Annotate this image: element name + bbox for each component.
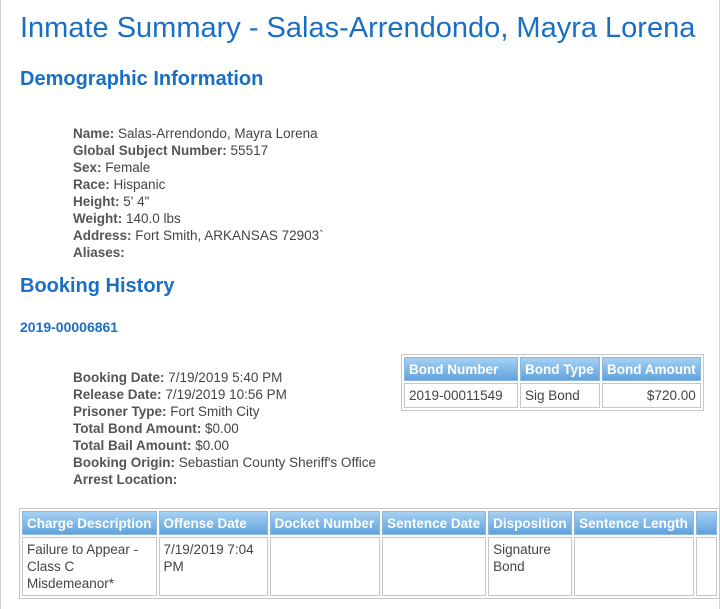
demographic-heading: Demographic Information	[20, 68, 264, 90]
field-label: Total Bail Amount:	[73, 438, 192, 453]
demographic-info	[73, 125, 324, 261]
arrest-location-row	[73, 471, 376, 488]
charges-table	[19, 508, 720, 599]
field-label: Height:	[73, 194, 120, 209]
bond-table	[401, 354, 704, 411]
total-bond-row	[73, 420, 376, 437]
field-value: Fort Smith, ARKANSAS 72903`	[135, 228, 324, 243]
sentence-date-cell	[382, 537, 486, 596]
page-title: Inmate Summary - Salas-Arrendondo, Mayra Lorena	[20, 12, 696, 44]
aliases-row	[73, 244, 324, 261]
booking-history-heading: Booking History	[20, 275, 175, 297]
extra-header	[696, 511, 717, 535]
table-row	[22, 537, 717, 596]
bond-type-cell: Sig Bond	[520, 383, 600, 408]
field-label: Arrest Location:	[73, 472, 178, 487]
extra-cell	[696, 537, 717, 596]
bond-number-header: Bond Number	[404, 357, 518, 381]
field-value: 7/19/2019 10:56 PM	[165, 387, 287, 402]
field-label: Booking Origin:	[73, 455, 175, 470]
field-value: Fort Smith City	[170, 404, 260, 419]
field-label: Booking Date:	[73, 370, 165, 385]
field-value: $0.00	[195, 438, 230, 453]
sentence-date-header: Sentence Date	[382, 511, 486, 535]
field-value: 55517	[230, 143, 269, 158]
address-row	[73, 227, 324, 244]
field-value: 7/19/2019 5:40 PM	[168, 370, 283, 385]
field-label: Global Subject Number:	[73, 143, 227, 158]
weight-row	[73, 210, 324, 227]
bond-header-row	[404, 357, 701, 381]
field-value: 140.0 lbs	[126, 211, 181, 226]
table-row	[404, 383, 701, 408]
bond-amount-cell: $720.00	[602, 383, 701, 408]
booking-date-row	[73, 369, 376, 386]
field-label: Name:	[73, 126, 115, 141]
field-label: Address:	[73, 228, 132, 243]
bond-amount-header: Bond Amount	[602, 357, 701, 381]
field-label: Release Date:	[73, 387, 162, 402]
sentence-length-cell	[574, 537, 694, 596]
docket-number-header: Docket Number	[270, 511, 381, 535]
field-value: Female	[105, 160, 151, 175]
field-label: Race:	[73, 177, 110, 192]
field-value: Sebastian County Sheriff's Office	[178, 455, 376, 470]
booking-origin-row	[73, 454, 376, 471]
prisoner-type-row	[73, 403, 376, 420]
charge-description-cell: Failure to Appear - Class C Misdemeanor*	[22, 537, 157, 596]
race-row	[73, 176, 324, 193]
total-bail-row	[73, 437, 376, 454]
name-row	[73, 125, 324, 142]
charge-description-header: Charge Description	[22, 511, 157, 535]
booking-info	[73, 369, 376, 488]
disposition-cell: Signature Bond	[488, 537, 572, 596]
field-label: Total Bond Amount:	[73, 421, 202, 436]
field-label: Weight:	[73, 211, 123, 226]
offense-date-cell: 7/19/2019 7:04 PM	[159, 537, 268, 596]
height-row	[73, 193, 324, 210]
sentence-length-header: Sentence Length	[574, 511, 694, 535]
charges-header-row	[22, 511, 717, 535]
bond-number-cell: 2019-00011549	[404, 383, 518, 408]
subject-number-row	[73, 142, 324, 159]
field-label: Prisoner Type:	[73, 404, 167, 419]
release-date-row	[73, 386, 376, 403]
field-label: Aliases:	[73, 245, 125, 260]
booking-number: 2019-00006861	[20, 319, 119, 335]
offense-date-header: Offense Date	[159, 511, 268, 535]
sex-row	[73, 159, 324, 176]
field-value: $0.00	[204, 421, 239, 436]
field-label: Sex:	[73, 160, 102, 175]
left-border	[0, 0, 1, 609]
field-value: 5' 4"	[123, 194, 150, 209]
disposition-header: Disposition	[488, 511, 572, 535]
field-value: Salas-Arrendondo, Mayra Lorena	[118, 126, 318, 141]
docket-number-cell	[270, 537, 381, 596]
field-value: Hispanic	[113, 177, 166, 192]
bond-type-header: Bond Type	[520, 357, 600, 381]
